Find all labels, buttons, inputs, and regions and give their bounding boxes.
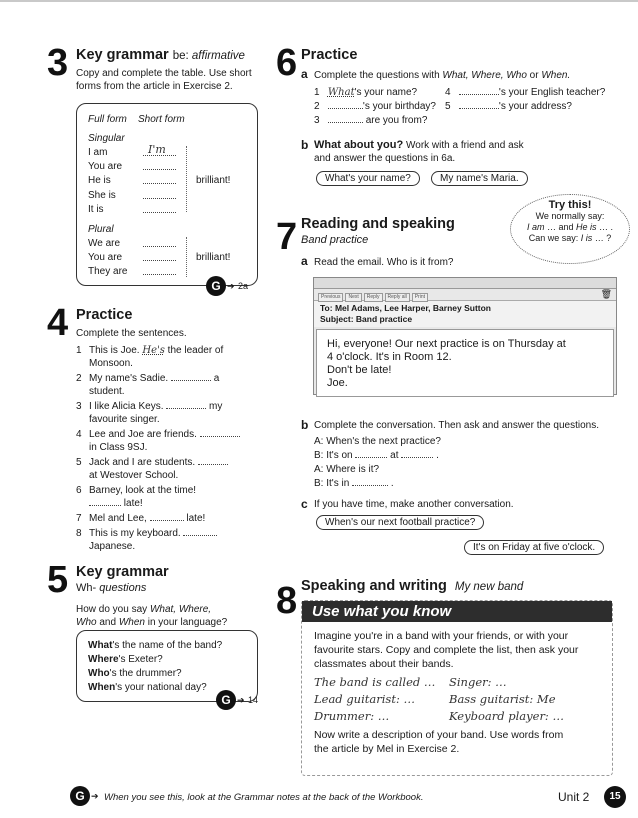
section-5-subtitle: Wh- questions <box>76 582 147 594</box>
part-c-label: c <box>301 497 308 511</box>
speech-bubble-4: It's on Friday at five o'clock. <box>464 540 604 555</box>
grammar-g-icon: G <box>70 786 90 806</box>
wh-line-4: When's your national day? <box>88 682 207 693</box>
example-answer: I'm <box>148 143 166 156</box>
row-she-is: She is <box>88 190 116 201</box>
section-4-title: Practice <box>76 307 133 323</box>
top-rule <box>0 0 638 2</box>
sentence-5: 5 Jack and I are students. at Westover School. <box>76 456 256 482</box>
try-this-text: Try this! We normally say: I am … and He is … . Can we say: I is … ? <box>510 200 630 244</box>
uwk-body: Imagine you're in a band with your friends, or with your favourite stars. Copy and complete the list, then ask your classmates about their bands. The band is called … Singer: … Lead guitarist: … Bass guitarist: Me Drummer: … Keyboard player: … Now write a description of your band. Use words from the article by Mel in Exercise 2. <box>302 622 612 756</box>
section-7-title: Reading and speaking <box>301 216 455 232</box>
grammar-g-icon[interactable]: G <box>216 690 236 710</box>
conv-line-1: A: When's the next practice? <box>314 436 441 447</box>
speech-bubble-2: My name's Maria. <box>431 171 528 186</box>
section-8-title: Speaking and writing My new band <box>301 578 524 594</box>
reply-all-button[interactable]: Reply all <box>385 293 410 302</box>
conv-line-3: A: Where is it? <box>314 464 380 475</box>
wh-line-3: Who's the drummer? <box>88 668 182 679</box>
question-1: 1 What's your name? <box>314 87 418 98</box>
sentence-7: 7 Mel and Lee, late! <box>76 513 206 524</box>
section-number-5: 5 <box>47 559 69 601</box>
row-we-are: We are <box>88 238 121 249</box>
col-short-form: Short form <box>138 114 185 125</box>
section-7c-instructions: If you have time, make another conversation. <box>314 499 514 510</box>
use-what-you-know-heading: Use what you know <box>302 601 612 622</box>
previous-button[interactable]: Previous <box>318 293 343 302</box>
question-2: 2 's your birthday? <box>314 101 436 112</box>
part-b-label: b <box>301 138 309 152</box>
sentence-list <box>76 344 256 553</box>
row-it-is: It is <box>88 204 104 215</box>
trash-icon[interactable]: 🗑 <box>600 289 612 299</box>
email-toolbar <box>314 289 616 301</box>
conv-line-4: B: It's in . <box>314 478 394 489</box>
arrow-icon: ➔ <box>91 791 99 801</box>
section-3-title: Key grammar be: affirmative <box>76 47 245 63</box>
email-window <box>313 277 617 395</box>
section-6a-instructions: Complete the questions with What, Where, Who or When. <box>314 70 571 81</box>
brilliant-singular: brilliant! <box>196 175 231 186</box>
section-3-instructions: Copy and complete the table. Use short forms from the article in Exercise 2. <box>76 68 252 92</box>
print-button[interactable]: Print <box>412 293 428 302</box>
question-3: 3 are you from? <box>314 115 428 126</box>
page-number: 15 <box>604 786 626 808</box>
conv-line-2: B: It's on at . <box>314 450 439 461</box>
grammar-g-icon[interactable]: G <box>206 276 226 296</box>
section-5-question: How do you say What, Where, Who and When in your language? <box>76 604 228 628</box>
section-5-title: Key grammar <box>76 564 169 580</box>
section-7a-instructions: Read the email. Who is it from? <box>314 257 454 268</box>
wh-line-1: What's the name of the band? <box>88 640 223 651</box>
arrow-icon: ➔ <box>237 695 245 705</box>
answer-blank <box>143 252 176 261</box>
arrow-icon: ➔ <box>227 281 235 291</box>
grammar-ref: 2a <box>238 281 249 291</box>
answer-blank <box>143 238 176 247</box>
section-number-6: 6 <box>276 42 298 84</box>
row-i-am: I am <box>88 147 108 158</box>
section-7b-instructions: Complete the conversation. Then ask and answer the questions. <box>314 420 599 431</box>
try-this-title: Try this! <box>548 199 592 211</box>
answer-blank <box>143 204 176 213</box>
section-number-4: 4 <box>47 302 69 344</box>
reply-button[interactable]: Reply <box>364 293 383 302</box>
row-you-are-plural: You are <box>88 252 123 263</box>
answer-blank <box>143 161 176 170</box>
use-what-you-know-box <box>301 600 613 776</box>
footer-note: When you see this, look at the Grammar notes at the back of the Workbook. <box>104 792 424 803</box>
unit-label: Unit 2 <box>558 790 590 804</box>
bracket <box>186 237 187 277</box>
section-number-7: 7 <box>276 216 298 258</box>
part-b-label: b <box>301 418 309 432</box>
section-number-3: 3 <box>47 42 69 84</box>
answer-blank <box>143 147 176 156</box>
band-list: The band is called … Singer: … Lead guitarist: … Bass guitarist: Me Drummer: … Keyboard player: … <box>314 675 564 723</box>
answer-blank <box>143 266 176 275</box>
sentence-8: 8 This is my keyboard. Japanese. <box>76 527 256 553</box>
singular-label: Singular <box>88 133 125 144</box>
part-a-label: a <box>301 67 308 81</box>
email-header: To: Mel Adams, Lee Harper, Barney Sutton Subject: Band practice <box>314 301 616 327</box>
grammar-ref: 14 <box>248 695 259 705</box>
section-6b-instructions: What about you? Work with a friend and ask and answer the questions in 6a. <box>314 139 524 164</box>
email-titlebar <box>314 278 616 289</box>
row-you-are: You are <box>88 161 123 172</box>
answer-blank <box>143 190 176 199</box>
question-5: 5 's your address? <box>445 101 572 112</box>
bracket <box>186 146 187 212</box>
sentence-2: 2 My name's Sadie. a student. <box>76 373 220 397</box>
sentence-1: 1 This is Joe. He's the leader of Monsoon. <box>76 345 224 369</box>
row-he-is: He is <box>88 175 111 186</box>
col-full-form: Full form <box>88 114 127 125</box>
plural-label: Plural <box>88 224 114 235</box>
part-a-label: a <box>301 254 308 268</box>
section-number-8: 8 <box>276 580 298 622</box>
sentence-4: 4 Lee and Joe are friends. in Class 9SJ. <box>76 428 256 454</box>
section-4-instructions: Complete the sentences. <box>76 328 187 339</box>
wh-line-2: Where's Exeter? <box>88 654 163 665</box>
section-7-subtitle: Band practice <box>301 234 369 246</box>
brilliant-plural: brilliant! <box>196 252 231 263</box>
question-4: 4 's your English teacher? <box>445 87 606 98</box>
speech-bubble-1: What's your name? <box>316 171 420 186</box>
row-they-are: They are <box>88 266 128 277</box>
answer-blank <box>143 175 176 184</box>
section-6-title: Practice <box>301 47 358 63</box>
sentence-3: 3 I like Alicia Keys. my favourite singer. <box>76 401 223 425</box>
speech-bubble-3: When's our next football practice? <box>316 515 484 530</box>
sentence-6: 6 Barney, look at the time! late! <box>76 485 197 509</box>
email-body: Hi, everyone! Our next practice is on Thursday at 4 o'clock. It's in Room 12. Don't be late! Joe. <box>316 329 614 397</box>
next-button[interactable]: Next <box>345 293 361 302</box>
